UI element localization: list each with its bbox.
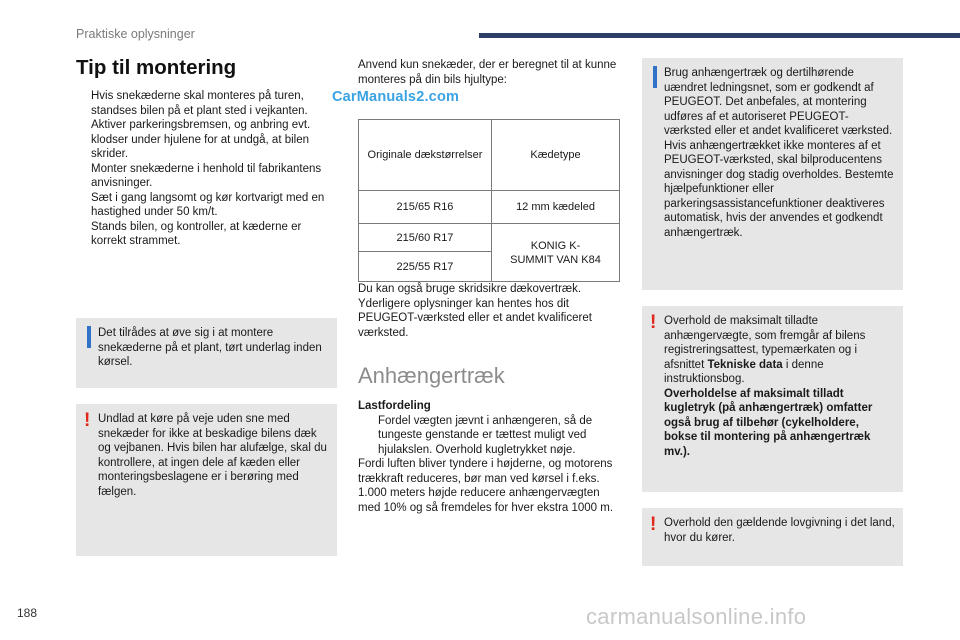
non-skid-covers-text: Du kan også bruge skridsikre dækovertræk. Yderligere oplysninger kan hentes hos dit PEUGEOT-værksted eller et andet kvalificeret værksted. bbox=[358, 283, 592, 339]
info-bar-icon bbox=[84, 326, 91, 348]
watermark-top: CarManuals2.com bbox=[332, 89, 460, 105]
list-item: Stands bilen, og kontroller, at kæderne er korrekt strammet. bbox=[91, 220, 302, 247]
table-cell-tyre: 215/60 R17 bbox=[359, 224, 492, 252]
list-item: Hvis snekæderne skal monteres på turen, standses bilen på et plant sted i vejkanten. bbox=[91, 90, 308, 117]
table-header-chain-type: Kædetype bbox=[492, 120, 620, 191]
warning-box bbox=[76, 404, 337, 556]
towbar-info-text: Brug anhængertræk og dertilhørende uændret ledningsnet, som er godkendt af PEUGEOT. Det anbefales, at montering udføres af et autoriseret PEUGEOT-værksted eller et andet kvalificeret værksted. Hvis anhængertrækket ikke monteres af et PEUGEOT-værksted, skal bilproducentens anvisninger dog stadig overholdes. Bestemte hjælpefunktioner eller parkeringsassistancefunktioner deaktiveres automatisk, hvis der anvendes et godkendt anhængertræk. bbox=[664, 67, 894, 239]
header-section-title: Praktiske oplysninger bbox=[76, 27, 195, 41]
warning-icon: ! bbox=[650, 312, 657, 333]
mounting-tips-list bbox=[76, 89, 338, 249]
table-header-tyre-size: Originale dækstørrelser bbox=[359, 120, 492, 191]
warning-icon: ! bbox=[84, 410, 91, 431]
table-cell-chain: 12 mm kædeled bbox=[492, 191, 620, 224]
load-distribution-section bbox=[358, 399, 620, 515]
header-bar bbox=[479, 33, 960, 38]
snow-chain-table bbox=[358, 119, 620, 282]
list-item: Sæt i gang langsomt og kør kortvarigt med en hastighed under 50 km/t. bbox=[91, 191, 325, 218]
table-cell-tyre: 215/65 R16 bbox=[359, 191, 492, 224]
page-number: 188 bbox=[17, 606, 38, 620]
legislation-warning-box bbox=[642, 508, 903, 566]
towing-weight-warning-box bbox=[642, 306, 903, 492]
table-cell-chain: KONIG K-SUMMIT VAN K84 bbox=[492, 224, 620, 282]
list-item: Fordel vægten jævnt i anhængeren, så de tungeste genstande er tættest muligt ved hjulakslen. Overhold kugletrykket nøje. bbox=[378, 414, 593, 456]
subheading: Lastfordeling bbox=[358, 400, 431, 412]
altitude-paragraph: Fordi luften bliver tyndere i højderne, og motorens trækkraft reduceres, bør man ved kørsel i f.eks. 1.000 meters højde reducere anhængervægten med 10% og så fremdeles for hver ekstra 1000 m. bbox=[358, 458, 614, 514]
watermark-bottom: carmanualsonline.info bbox=[586, 604, 807, 629]
chains-intro-text: Anvend kun snekæder, der er beregnet til at kunne monteres på din bils hjultype: bbox=[358, 59, 617, 86]
list-item: Aktiver parkeringsbremsen, og anbring evt. klodser under hjulene for at undgå, at bilen skrider. bbox=[91, 119, 311, 160]
towing-weight-warning-text: Overhold de maksimalt tilladte anhængervægte, som fremgår af bilens registreringsattest, typemærkaten og i afsnittet Tekniske data i denne instruktionsbog. Overholdelse af maksimalt tilladt kugletryk (på anhængertræk) omfatter også brug af tilbehør (cykelholdere, bokse til montering på anhængertræk mv.). bbox=[664, 315, 873, 458]
legislation-warning-text: Overhold den gældende lovgivning i det land, hvor du kører. bbox=[664, 517, 895, 544]
info-bar-icon bbox=[650, 66, 657, 88]
section-heading: Anhængertræk bbox=[358, 363, 505, 388]
table-cell-tyre: 225/55 R17 bbox=[359, 252, 492, 282]
warning-text: Undlad at køre på veje uden sne med snekæder for ikke at beskadige bilens dæk og vejbanen. Hvis bilen har alufælge, skal du kontrollere, at ingen dele af kæden eller monteringsbeslagene er i berøring med fælgen. bbox=[98, 413, 327, 498]
towbar-info-box bbox=[642, 58, 903, 290]
info-box bbox=[76, 318, 337, 388]
list-item: Monter snekæderne i henhold til fabrikantens anvisninger. bbox=[91, 162, 322, 189]
page-heading: Tip til montering bbox=[76, 56, 237, 79]
info-text: Det tilrådes at øve sig i at montere snekæderne på et plant, tørt underlag inden kørsel. bbox=[98, 327, 322, 368]
warning-icon: ! bbox=[650, 514, 657, 535]
